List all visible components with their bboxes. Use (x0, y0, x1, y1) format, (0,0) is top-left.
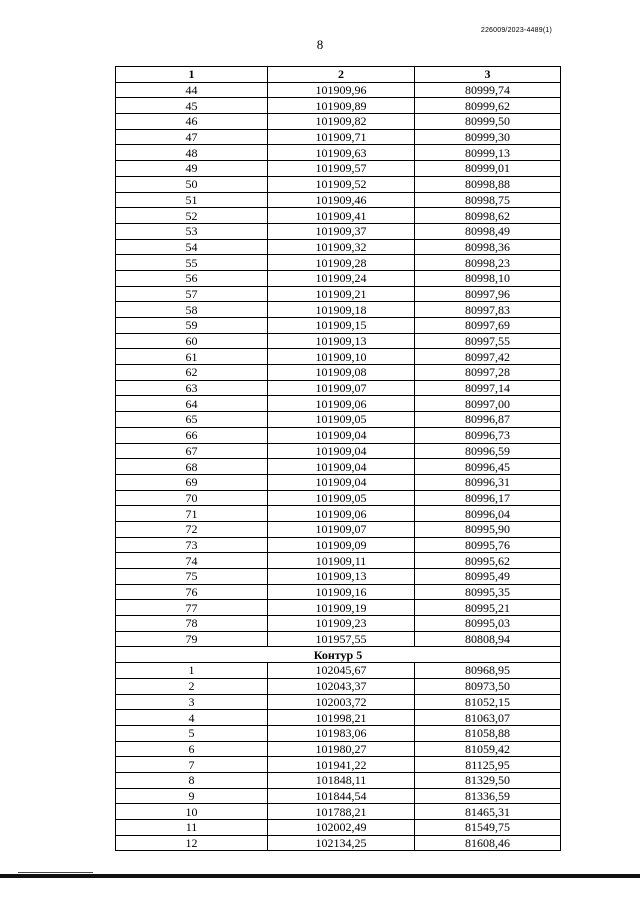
point-number-cell: 48 (116, 145, 268, 161)
point-number-cell: 59 (116, 318, 268, 334)
x-coordinate-cell: 101909,23 (268, 616, 415, 632)
point-number-cell: 58 (116, 302, 268, 318)
x-coordinate-cell: 101998,21 (268, 710, 415, 726)
x-coordinate-cell: 101909,89 (268, 98, 415, 114)
table-row (116, 741, 561, 757)
table-row (116, 365, 561, 381)
point-number-cell: 56 (116, 270, 268, 286)
x-coordinate-cell: 101980,27 (268, 741, 415, 757)
table-row (116, 161, 561, 177)
y-coordinate-cell: 80998,36 (415, 239, 561, 255)
y-coordinate-cell: 80998,10 (415, 270, 561, 286)
y-coordinate-cell: 80999,30 (415, 129, 561, 145)
x-coordinate-cell: 101909,63 (268, 145, 415, 161)
x-coordinate-cell: 102002,49 (268, 820, 415, 836)
table-row (116, 459, 561, 475)
x-coordinate-cell: 101909,05 (268, 490, 415, 506)
point-number-cell: 66 (116, 427, 268, 443)
table-row (116, 270, 561, 286)
x-coordinate-cell: 101909,18 (268, 302, 415, 318)
column-header: 2 (268, 67, 415, 83)
y-coordinate-cell: 81125,95 (415, 757, 561, 773)
x-coordinate-cell: 101941,22 (268, 757, 415, 773)
x-coordinate-cell: 101848,11 (268, 772, 415, 788)
y-coordinate-cell: 81608,46 (415, 835, 561, 851)
y-coordinate-cell: 81063,07 (415, 710, 561, 726)
y-coordinate-cell: 80997,00 (415, 396, 561, 412)
table-row (116, 192, 561, 208)
x-coordinate-cell: 101909,06 (268, 506, 415, 522)
y-coordinate-cell: 80973,50 (415, 678, 561, 694)
x-coordinate-cell: 101957,55 (268, 631, 415, 647)
point-number-cell: 9 (116, 788, 268, 804)
x-coordinate-cell: 101909,28 (268, 255, 415, 271)
x-coordinate-cell: 101909,19 (268, 600, 415, 616)
table-body (116, 82, 561, 851)
table-row (116, 710, 561, 726)
y-coordinate-cell: 80996,04 (415, 506, 561, 522)
x-coordinate-cell: 101909,06 (268, 396, 415, 412)
column-header: 1 (116, 67, 268, 83)
x-coordinate-cell: 102043,37 (268, 678, 415, 694)
y-coordinate-cell: 80998,23 (415, 255, 561, 271)
point-number-cell: 54 (116, 239, 268, 255)
y-coordinate-cell: 80997,96 (415, 286, 561, 302)
point-number-cell: 68 (116, 459, 268, 475)
table-row (116, 490, 561, 506)
table-row (116, 772, 561, 788)
point-number-cell: 2 (116, 678, 268, 694)
point-number-cell: 60 (116, 333, 268, 349)
table-row (116, 333, 561, 349)
x-coordinate-cell: 101909,96 (268, 82, 415, 98)
y-coordinate-cell: 80968,95 (415, 663, 561, 679)
point-number-cell: 6 (116, 741, 268, 757)
y-coordinate-cell: 80808,94 (415, 631, 561, 647)
point-number-cell: 10 (116, 804, 268, 820)
y-coordinate-cell: 81336,59 (415, 788, 561, 804)
y-coordinate-cell: 80997,69 (415, 318, 561, 334)
table-row (116, 584, 561, 600)
point-number-cell: 47 (116, 129, 268, 145)
table-row (116, 176, 561, 192)
point-number-cell: 1 (116, 663, 268, 679)
x-coordinate-cell: 101909,21 (268, 286, 415, 302)
point-number-cell: 67 (116, 443, 268, 459)
table-row (116, 725, 561, 741)
y-coordinate-cell: 80995,90 (415, 521, 561, 537)
x-coordinate-cell: 101909,04 (268, 474, 415, 490)
table-row (116, 553, 561, 569)
y-coordinate-cell: 81058,88 (415, 725, 561, 741)
y-coordinate-cell: 80996,31 (415, 474, 561, 490)
x-coordinate-cell: 101909,13 (268, 333, 415, 349)
y-coordinate-cell: 81059,42 (415, 741, 561, 757)
page-number: 8 (316, 37, 324, 52)
point-number-cell: 11 (116, 820, 268, 836)
table-row (116, 443, 561, 459)
point-number-cell: 52 (116, 208, 268, 224)
y-coordinate-cell: 80995,76 (415, 537, 561, 553)
x-coordinate-cell: 101909,82 (268, 114, 415, 130)
table-row (116, 820, 561, 836)
x-coordinate-cell: 101983,06 (268, 725, 415, 741)
table-row (116, 208, 561, 224)
table-row (116, 145, 561, 161)
x-coordinate-cell: 101788,21 (268, 804, 415, 820)
point-number-cell: 46 (116, 114, 268, 130)
point-number-cell: 53 (116, 223, 268, 239)
table-row (116, 82, 561, 98)
table-row (116, 129, 561, 145)
y-coordinate-cell: 80996,17 (415, 490, 561, 506)
point-number-cell: 4 (116, 710, 268, 726)
table-row (116, 616, 561, 632)
table-row (116, 302, 561, 318)
point-number-cell: 78 (116, 616, 268, 632)
point-number-cell: 79 (116, 631, 268, 647)
point-number-cell: 65 (116, 412, 268, 428)
y-coordinate-cell: 80999,13 (415, 145, 561, 161)
table-row (116, 694, 561, 710)
x-coordinate-cell: 101909,13 (268, 569, 415, 585)
x-coordinate-cell: 101909,46 (268, 192, 415, 208)
y-coordinate-cell: 80996,59 (415, 443, 561, 459)
point-number-cell: 75 (116, 569, 268, 585)
y-coordinate-cell: 80997,83 (415, 302, 561, 318)
point-number-cell: 7 (116, 757, 268, 773)
y-coordinate-cell: 80997,28 (415, 365, 561, 381)
table-row (116, 255, 561, 271)
section-label: Контур 5 (116, 647, 561, 663)
y-coordinate-cell: 80999,01 (415, 161, 561, 177)
y-coordinate-cell: 80997,55 (415, 333, 561, 349)
x-coordinate-cell: 101909,09 (268, 537, 415, 553)
y-coordinate-cell: 80999,62 (415, 98, 561, 114)
y-coordinate-cell: 80995,62 (415, 553, 561, 569)
x-coordinate-cell: 101909,57 (268, 161, 415, 177)
point-number-cell: 44 (116, 82, 268, 98)
y-coordinate-cell: 80995,03 (415, 616, 561, 632)
point-number-cell: 45 (116, 98, 268, 114)
y-coordinate-cell: 80996,87 (415, 412, 561, 428)
point-number-cell: 57 (116, 286, 268, 302)
table-row (116, 318, 561, 334)
point-number-cell: 8 (116, 772, 268, 788)
bottom-rule (0, 874, 640, 878)
y-coordinate-cell: 81329,50 (415, 772, 561, 788)
table-row (116, 835, 561, 851)
x-coordinate-cell: 101909,04 (268, 427, 415, 443)
table-row (116, 506, 561, 522)
point-number-cell: 55 (116, 255, 268, 271)
x-coordinate-cell: 101909,05 (268, 412, 415, 428)
point-number-cell: 63 (116, 380, 268, 396)
x-coordinate-cell: 101909,52 (268, 176, 415, 192)
x-coordinate-cell: 102134,25 (268, 835, 415, 851)
table-row (116, 412, 561, 428)
point-number-cell: 71 (116, 506, 268, 522)
x-coordinate-cell: 101909,08 (268, 365, 415, 381)
x-coordinate-cell: 102003,72 (268, 694, 415, 710)
y-coordinate-cell: 80995,49 (415, 569, 561, 585)
x-coordinate-cell: 101909,37 (268, 223, 415, 239)
point-number-cell: 77 (116, 600, 268, 616)
x-coordinate-cell: 101844,54 (268, 788, 415, 804)
table-row (116, 114, 561, 130)
x-coordinate-cell: 101909,07 (268, 521, 415, 537)
y-coordinate-cell: 80996,73 (415, 427, 561, 443)
section-row (116, 647, 561, 663)
point-number-cell: 49 (116, 161, 268, 177)
point-number-cell: 12 (116, 835, 268, 851)
point-number-cell: 76 (116, 584, 268, 600)
point-number-cell: 51 (116, 192, 268, 208)
point-number-cell: 74 (116, 553, 268, 569)
y-coordinate-cell: 80995,35 (415, 584, 561, 600)
y-coordinate-cell: 80995,21 (415, 600, 561, 616)
y-coordinate-cell: 81052,15 (415, 694, 561, 710)
point-number-cell: 62 (116, 365, 268, 381)
table-row (116, 631, 561, 647)
table-row (116, 537, 561, 553)
y-coordinate-cell: 80998,62 (415, 208, 561, 224)
point-number-cell: 73 (116, 537, 268, 553)
y-coordinate-cell: 80999,50 (415, 114, 561, 130)
table-row (116, 223, 561, 239)
table-row (116, 757, 561, 773)
table-row (116, 569, 561, 585)
y-coordinate-cell: 80996,45 (415, 459, 561, 475)
x-coordinate-cell: 101909,10 (268, 349, 415, 365)
table-row (116, 380, 561, 396)
x-coordinate-cell: 102045,67 (268, 663, 415, 679)
x-coordinate-cell: 101909,07 (268, 380, 415, 396)
table-row (116, 474, 561, 490)
column-header: 3 (415, 67, 561, 83)
bottom-rule-thin (18, 872, 93, 873)
y-coordinate-cell: 81465,31 (415, 804, 561, 820)
y-coordinate-cell: 80998,49 (415, 223, 561, 239)
point-number-cell: 61 (116, 349, 268, 365)
table-row (116, 804, 561, 820)
y-coordinate-cell: 80997,14 (415, 380, 561, 396)
coordinates-table (115, 66, 561, 851)
table-header-row (116, 67, 561, 83)
table-row (116, 98, 561, 114)
table-row (116, 427, 561, 443)
x-coordinate-cell: 101909,04 (268, 459, 415, 475)
x-coordinate-cell: 101909,04 (268, 443, 415, 459)
point-number-cell: 69 (116, 474, 268, 490)
x-coordinate-cell: 101909,11 (268, 553, 415, 569)
x-coordinate-cell: 101909,24 (268, 270, 415, 286)
table-row (116, 521, 561, 537)
point-number-cell: 50 (116, 176, 268, 192)
point-number-cell: 64 (116, 396, 268, 412)
y-coordinate-cell: 81549,75 (415, 820, 561, 836)
table-row (116, 349, 561, 365)
point-number-cell: 5 (116, 725, 268, 741)
x-coordinate-cell: 101909,41 (268, 208, 415, 224)
y-coordinate-cell: 80997,42 (415, 349, 561, 365)
table-row (116, 678, 561, 694)
table-row (116, 239, 561, 255)
table-row (116, 788, 561, 804)
x-coordinate-cell: 101909,32 (268, 239, 415, 255)
x-coordinate-cell: 101909,71 (268, 129, 415, 145)
document-reference: 226009/2023-4489(1) (480, 27, 552, 34)
y-coordinate-cell: 80998,75 (415, 192, 561, 208)
table-row (116, 663, 561, 679)
y-coordinate-cell: 80999,74 (415, 82, 561, 98)
point-number-cell: 72 (116, 521, 268, 537)
point-number-cell: 70 (116, 490, 268, 506)
x-coordinate-cell: 101909,16 (268, 584, 415, 600)
table-row (116, 600, 561, 616)
table-row (116, 286, 561, 302)
x-coordinate-cell: 101909,15 (268, 318, 415, 334)
y-coordinate-cell: 80998,88 (415, 176, 561, 192)
point-number-cell: 3 (116, 694, 268, 710)
table-row (116, 396, 561, 412)
